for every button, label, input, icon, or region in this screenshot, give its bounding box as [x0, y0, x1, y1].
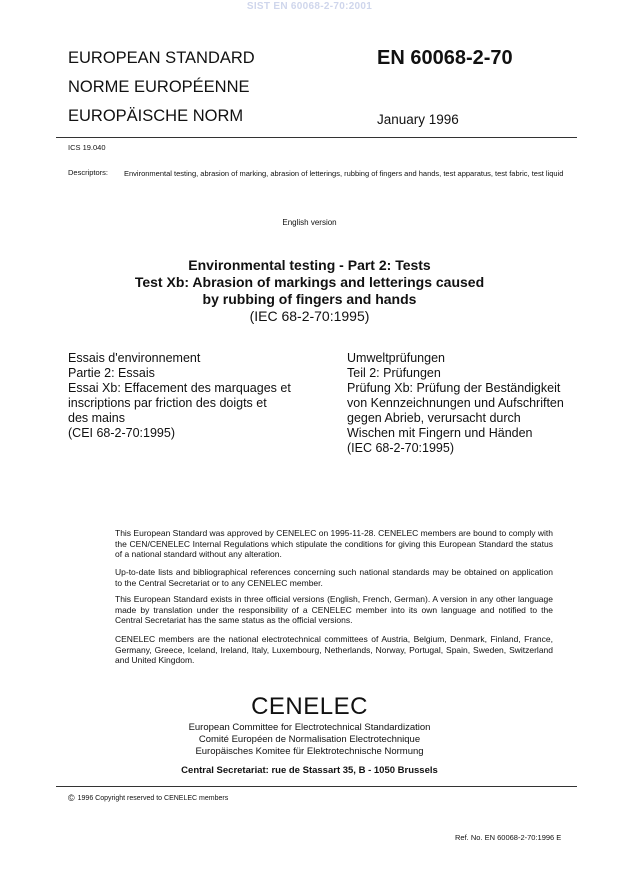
title-fr-line: (CEI 68-2-70:1995) [68, 426, 176, 440]
descriptors-label: Descriptors: [68, 168, 109, 177]
approval-paragraph: This European Standard was approved by CENELEC on 1995-11-28. CENELEC members are bound to comply with the CEN/CENELEC Internal Regulations which stipulate the conditions for giving this European Standard the status of a national standard without any alteration. [115, 528, 553, 559]
main-title-english [0, 257, 619, 325]
committee-german: Europäisches Komitee für Elektrotechnische Normung [195, 746, 424, 757]
reference-number: Ref. No. EN 60068-2-70:1996 E [455, 833, 562, 842]
standard-number: EN 60068-2-70 [377, 47, 513, 69]
english-version-label: English version [282, 218, 337, 227]
main-title-iec-reference: (IEC 68-2-70:1995) [249, 308, 370, 324]
descriptors-text: Environmental testing, abrasion of marking, abrasion of letterings, rubbing of fingers and hands, test apparatus, test fabric, test liquid [124, 169, 564, 178]
title-fr-line: Partie 2: Essais [68, 366, 155, 380]
copyright-symbol: © [68, 793, 75, 803]
ics-code: ICS 19.040 [68, 143, 106, 152]
title-fr-line: inscriptions par friction des doigts et [68, 396, 267, 410]
title-fr-line: Essais d'environnement [68, 351, 201, 365]
title-de-line: von Kennzeichnungen und Aufschriften [347, 396, 564, 410]
copyright-text: 1996 Copyright reserved to CENELEC members [77, 795, 229, 802]
title-de-line: Wischen mit Fingern und Händen [347, 426, 533, 440]
title-norme-europeenne: NORME EUROPÉENNE [68, 78, 250, 96]
cenelec-name: CENELEC [251, 693, 368, 720]
main-title-line: by rubbing of fingers and hands [202, 291, 417, 307]
title-french-column [68, 351, 291, 441]
committee-english: European Committee for Electrotechnical Standardization [188, 722, 431, 733]
title-de-line: gegen Abrieb, verursacht durch [347, 411, 521, 425]
footer-divider [56, 786, 577, 787]
copyright-notice [68, 793, 228, 803]
references-paragraph: Up-to-date lists and bibliographical references concerning such national standards may be obtained on application to the Central Secretariat or to any CENELEC member. [115, 567, 553, 588]
central-secretariat-address: Central Secretariat: rue de Stassart 35, B - 1050 Brussels [181, 765, 438, 776]
title-de-line: (IEC 68-2-70:1995) [347, 441, 455, 455]
title-german-column [347, 351, 564, 456]
title-de-line: Prüfung Xb: Prüfung der Beständigkeit [347, 381, 561, 395]
title-de-line: Umweltprüfungen [347, 351, 445, 365]
title-europaische-norm: EUROPÄISCHE NORM [68, 107, 244, 125]
members-paragraph: CENELEC members are the national electrotechnical committees of Austria, Belgium, Denmark, Finland, France, Germany, Greece, Iceland, Ireland, Italy, Luxembourg, Netherlands, Norway, Portugal, Spain, Sweden, Switzerland and United Kingdom. [115, 634, 553, 665]
title-de-line: Teil 2: Prüfungen [347, 366, 441, 380]
title-european-standard: EUROPEAN STANDARD [68, 49, 255, 67]
watermark: SIST EN 60068-2-70:2001 [246, 1, 373, 12]
main-title-line: Test Xb: Abrasion of markings and letterings caused [134, 274, 485, 290]
title-fr-line: Essai Xb: Effacement des marquages et [68, 381, 291, 395]
header-divider [56, 137, 577, 138]
publication-date: January 1996 [377, 112, 459, 127]
official-versions-paragraph: This European Standard exists in three official versions (English, French, German). A version in any other language made by translation under the responsibility of a CENELEC member into its own language and notified to the Central Secretariat has the same status as the official versions. [115, 594, 553, 625]
cenelec-committees [0, 722, 619, 758]
committee-french: Comité Européen de Normalisation Electrotechnique [198, 734, 421, 745]
main-title-line: Environmental testing - Part 2: Tests [188, 257, 431, 273]
title-fr-line: des mains [68, 411, 125, 425]
